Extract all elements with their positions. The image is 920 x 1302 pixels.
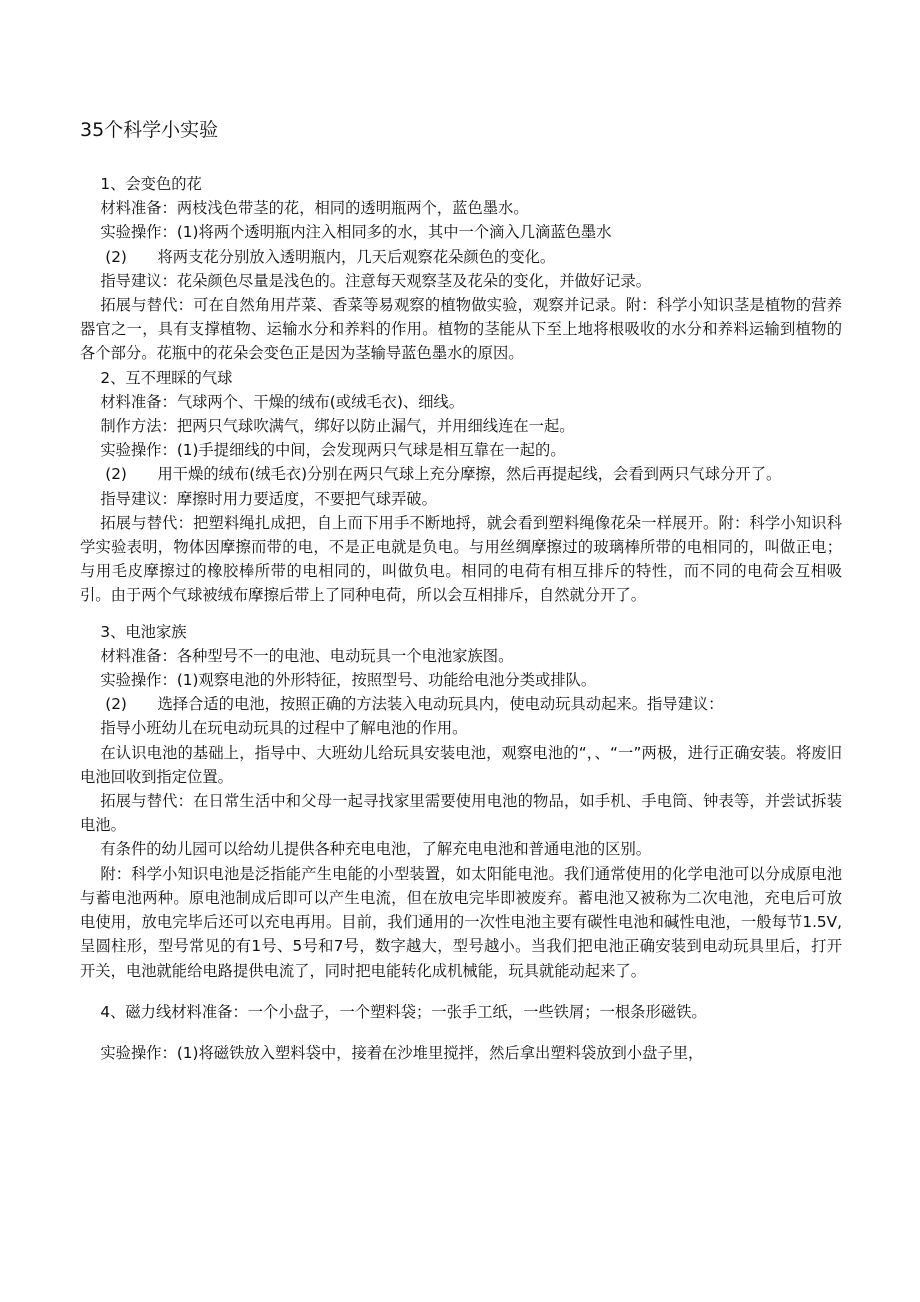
paragraph: 附：科学小知识电池是泛指能产生电能的小型装置，如太阳能电池。我们通常使用的化学电池可以分成原电池与蓄电池两种。原电池制成后即可以产生电流，但在放电完毕即被废弃。蓄电池又被称为二次电池，充电后可放电使用，放电完毕后还可以充电再用。目前，我们通用的一次性电池主要有碳性电池和碱性电池，一般每节1.5V,呈圆柱形，型号常见的有1号、5号和7号，数字越大，型号越小。当我们把电池正确安装到电动玩具里后，打开开关，电池就能给电路提供电流了，同时把电能转化成机械能，玩具就能动起来了。 (80, 864, 842, 980)
paragraph: 拓展与替代：可在自然角用芹菜、香菜等易观察的植物做实验，观察并记录。附：科学小知识茎是植物的营养器官之一，具有支撑植物、运输水分和养料的作用。植物的茎能从下至上地将根吸收的水分和养料运输到植物的各个部分。花瓶中的花朵会变色正是因为茎输导蓝色墨水的原因。 (80, 296, 842, 363)
paragraph: 制作方法：把两只气球吹满气，绑好以防止漏气，并用细线连在一起。 (100, 417, 575, 436)
paragraph: (2) 选择合适的电池，按照正确的方法装入电动玩具内，使电动玩具动起来。指导建议： (105, 695, 724, 714)
paragraph: 指导建议：花朵颜色尽量是浅色的。注意每天观察茎及花朵的变化，并做好记录。 (100, 271, 652, 290)
paragraph: 实验操作：(1)将磁铁放入塑料袋中，接着在沙堆里搅拌，然后拿出塑料袋放到小盘子里， (100, 1043, 704, 1062)
section-heading: 3、电池家族 (100, 622, 187, 641)
document-body (80, 172, 842, 1065)
section-heading: 4、磁力线材料准备：一个小盘子，一个塑料袋；一张手工纸，一些铁屑；一根条形磁铁。 (100, 1002, 707, 1021)
paragraph: 在认识电池的基础上，指导中、大班幼儿给玩具安装电池，观察电池的“，、“一”两极，进行正确安装。将废旧电池回收到指定位置。 (80, 743, 842, 786)
paragraph: 指导建议：摩擦时用力要适度，不要把气球弄破。 (100, 489, 437, 508)
paragraph: 实验操作：(1)手提细线的中间，会发现两只气球是相互靠在一起的。 (100, 441, 566, 460)
paragraph: 有条件的幼儿园可以给幼儿提供各种充电电池，了解充电电池和普通电池的区别。 (100, 840, 652, 859)
paragraph: (2) 用干燥的绒布(绒毛衣)分别在两只气球上充分摩擦，然后再提起线，会看到两只气球分开了。 (105, 465, 782, 484)
paragraph: 实验操作：(1)将两个透明瓶内注入相同多的水，其中一个滴入几滴蓝色墨水 (100, 223, 612, 242)
document-title: 35个科学小实验 (80, 119, 219, 141)
section-heading: 2、互不理睬的气球 (100, 368, 233, 387)
paragraph: 指导小班幼儿在玩电动玩具的过程中了解电池的作用。 (100, 719, 468, 738)
paragraph: 材料准备：各种型号不一的电池、电动玩具一个电池家族图。 (100, 646, 514, 665)
paragraph: (2) 将两支花分别放入透明瓶内，几天后观察花朵颜色的变化。 (105, 247, 556, 266)
paragraph: 材料准备：两枝浅色带茎的花，相同的透明瓶两个，蓝色墨水。 (100, 199, 529, 218)
section-heading: 1、会变色的花 (100, 175, 202, 193)
paragraph: 材料准备：气球两个、干燥的绒布(或绒毛衣)、细线。 (100, 392, 465, 411)
paragraph: 拓展与替代：把塑料绳扎成把，自上而下用手不断地捋，就会看到塑料绳像花朵一样展开。附：科学小知识科学实验表明，物体因摩擦而带的电，不是正电就是负电。与用丝绸摩擦过的玻璃棒所带的电相同的，叫做正电；与用毛皮摩擦过的橡胶棒所带的电相同的，叫做负电。相同的电荷有相互排斥的特性，而不同的电荷会互相吸引。由于两个气球被绒布摩擦后带上了同种电荷，所以会互相排斥，自然就分开了。 (80, 513, 842, 605)
paragraph: 实验操作：(1)观察电池的外形特征，按照型号、功能给电池分类或排队。 (100, 671, 597, 690)
paragraph: 拓展与替代：在日常生活中和父母一起寻找家里需要使用电池的物品，如手机、手电筒、钟表等，并尝试拆装电池。 (80, 792, 842, 835)
